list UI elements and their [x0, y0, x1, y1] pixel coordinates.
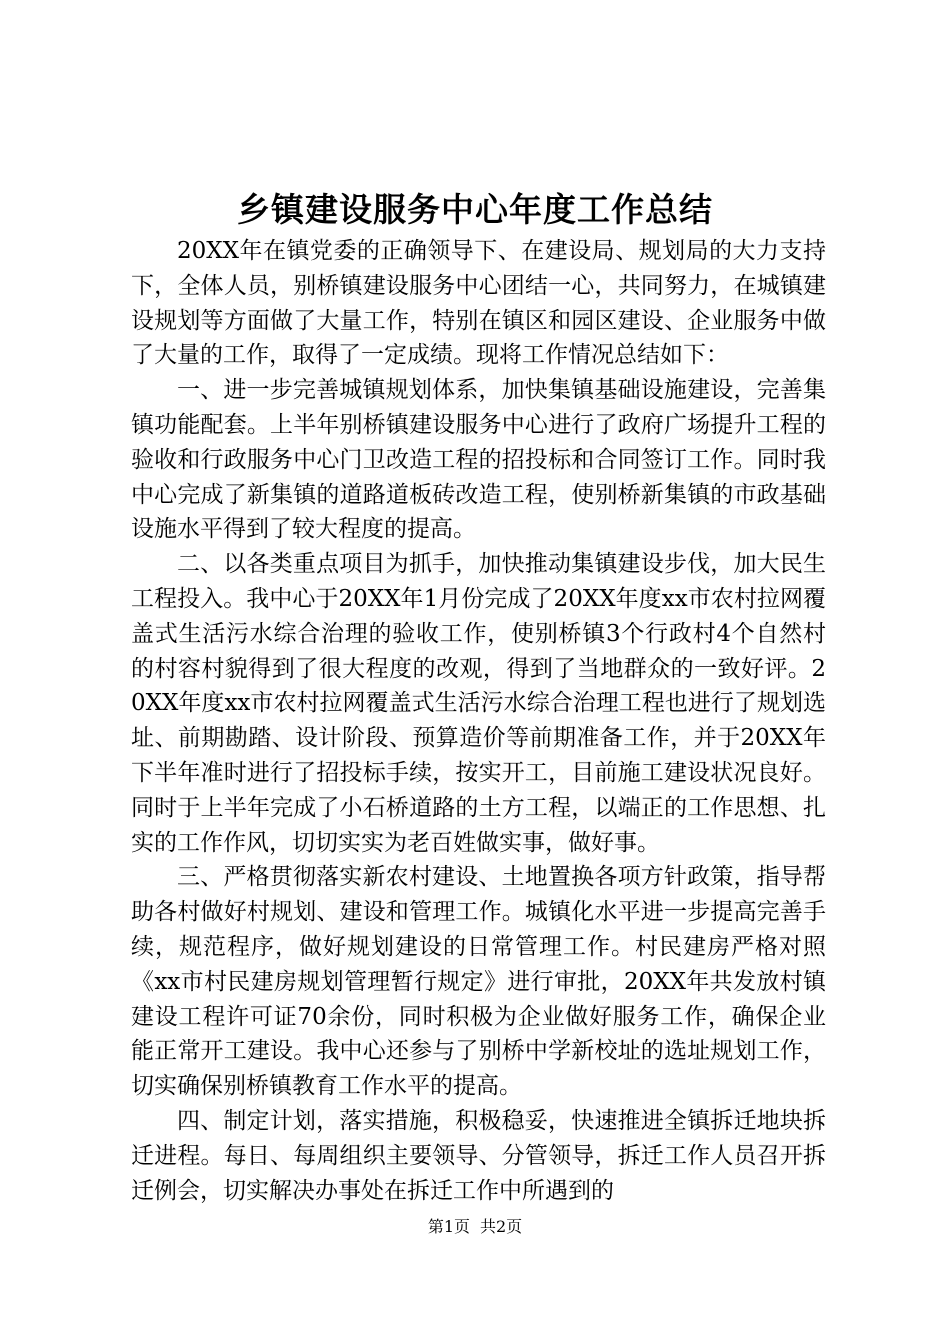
- paragraph-section-4: 四、制定计划，落实措施，积极稳妥，快速推进全镇拆迁地块拆迁进程。每日、每周组织主要领导、分管领导，拆迁工作人员召开拆迁例会，切实解决办事处在拆迁工作中所遇到的: [131, 1107, 826, 1204]
- page-total: 共2页: [480, 1217, 523, 1236]
- paragraph-section-1: 一、进一步完善城镇规划体系，加快集镇基础设施建设，完善集镇功能配套。上半年别桥镇建设服务中心进行了政府广场提升工程的验收和行政服务中心门卫改造工程的招投标和合同签订工作。同时我中心完成了新集镇的道路道板砖改造工程，使别桥新集镇的市政基础设施水平得到了较大程度的提高。: [131, 377, 826, 543]
- page-number: 第1页: [427, 1217, 470, 1236]
- paragraph-intro: 20XX年在镇党委的正确领导下、在建设局、规划局的大力支持下，全体人员，别桥镇建设服务中心团结一心，共同努力，在城镇建设规划等方面做了大量工作，特别在镇区和园区建设、企业服务中做了大量的工作，取得了一定成绩。现将工作情况总结如下：: [131, 238, 826, 369]
- paragraph-section-2: 二、以各类重点项目为抓手，加快推动集镇建设步伐，加大民生工程投入。我中心于20XX年1月份完成了20XX年度xx市农村拉网覆盖式生活污水综合治理的验收工作，使别桥镇3个行政村4个自然村的村容村貌得到了很大程度的改观，得到了当地群众的一致好评。20XX年度xx市农村拉网覆盖式生活污水综合治理工程也进行了规划选址、前期勘踏、设计阶段、预算造价等前期准备工作，并于20XX年下半年准时进行了招投标手续，按实开工，目前施工建设状况良好。同时于上半年完成了小石桥道路的土方工程，以端正的工作思想、扎实的工作作风，切切实实为老百姓做实事，做好事。: [131, 551, 826, 856]
- document-body: [131, 234, 826, 1208]
- document-title: 乡镇建设服务中心年度工作总结: [237, 190, 713, 229]
- paragraph-section-3: 三、严格贯彻落实新农村建设、土地置换各项方针政策，指导帮助各村做好村规划、建设和管理工作。城镇化水平进一步提高完善手续，规范程序，做好规划建设的日常管理工作。村民建房严格对照《xx市村民建房规划管理暂行规定》进行审批，20XX年共发放村镇建设工程许可证70余份，同时积极为企业做好服务工作，确保企业能正常开工建设。我中心还参与了别桥中学新校址的选址规划工作，切实确保别桥镇教育工作水平的提高。: [131, 864, 826, 1100]
- page-footer: [0, 1216, 950, 1238]
